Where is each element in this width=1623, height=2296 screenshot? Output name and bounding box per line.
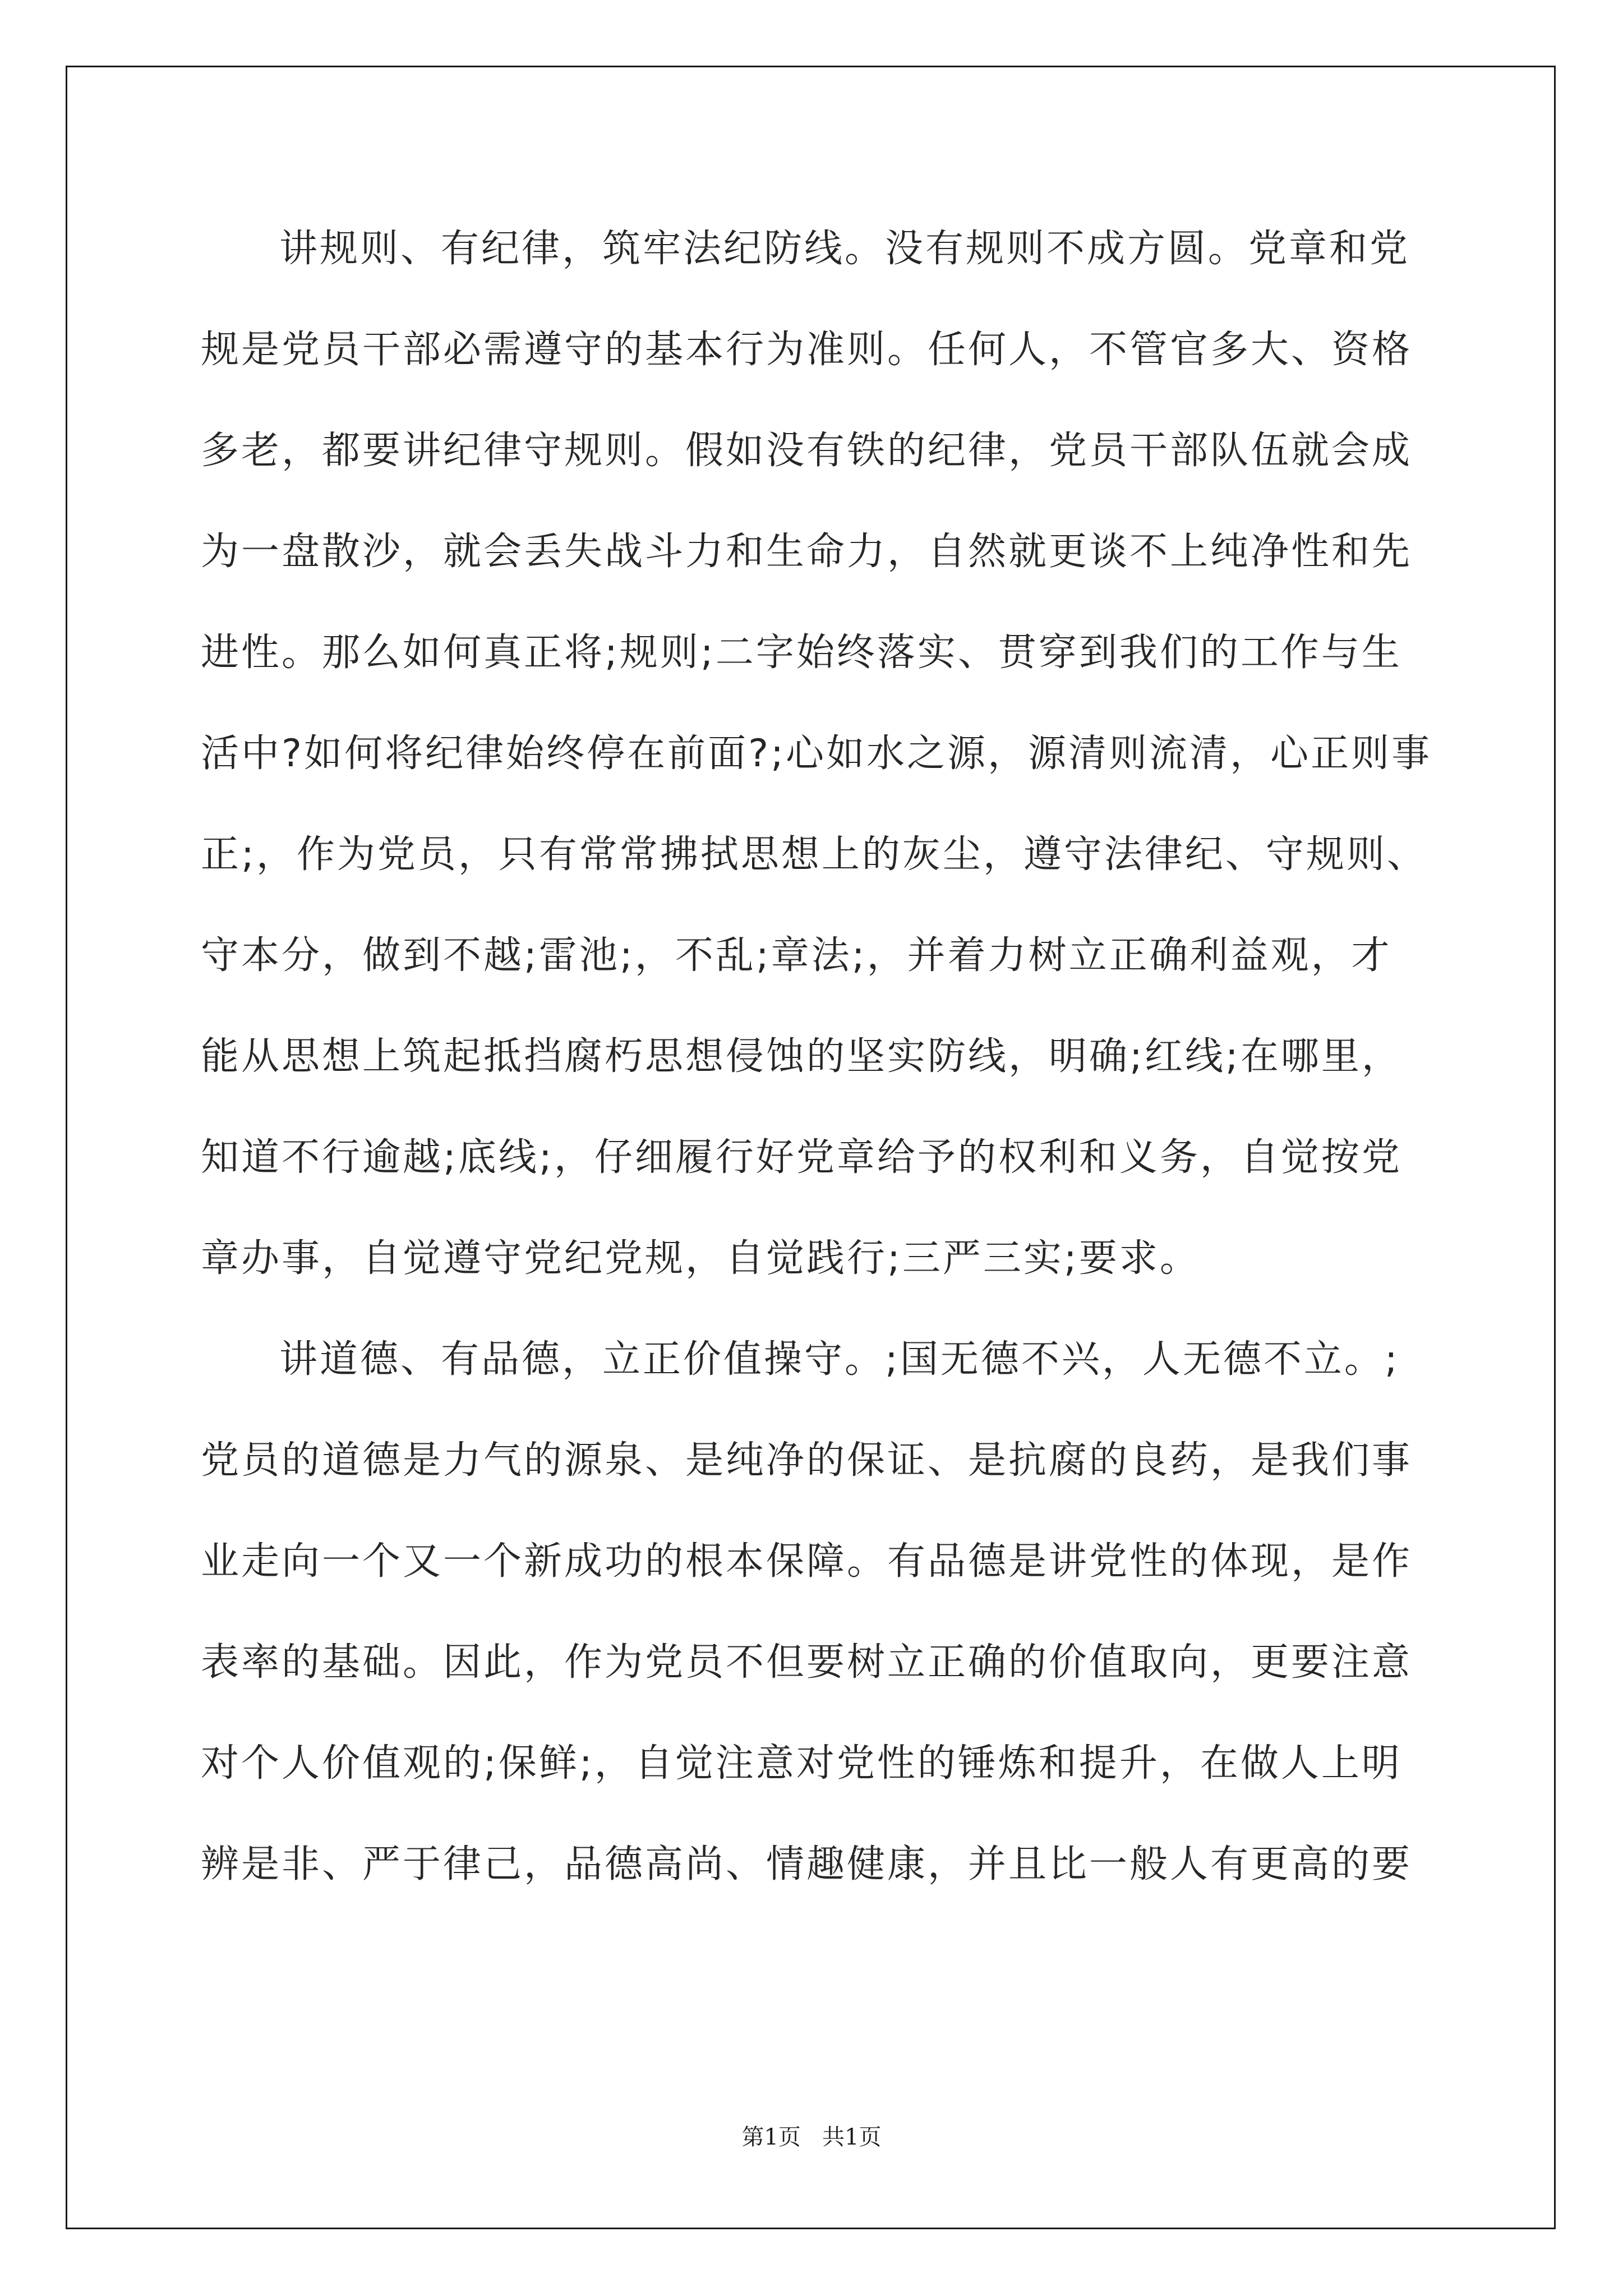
paragraph-1-line-2: 规是党员干部必需遵守的基本行为准则。任何人，不管官多大、资格 xyxy=(201,328,1413,372)
paragraph-2-line-4: 表率的基础。因此，作为党员不但要树立正确的价值取向，更要注意 xyxy=(201,1640,1413,1685)
paragraph-2-line-5: 对个人价值观的;保鲜;，自觉注意对党性的锤炼和提升，在做人上明 xyxy=(201,1741,1402,1786)
paragraph-1-line-3: 多老，都要讲纪律守规则。假如没有铁的纪律，党员干部队伍就会成 xyxy=(201,429,1413,473)
paragraph-1-line-4: 为一盘散沙，就会丢失战斗力和生命力，自然就更谈不上纯净性和先 xyxy=(201,530,1413,574)
paragraph-2-line-6: 辨是非、严于律己，品德高尚、情趣健康，并且比一般人有更高的要 xyxy=(201,1842,1413,1887)
paragraph-1-line-8: 守本分，做到不越;雷池;，不乱;章法;，并着力树立正确利益观，才 xyxy=(201,933,1392,978)
paragraph-1-line-9: 能从思想上筑起抵挡腐朽思想侵蚀的坚实防线，明确;红线;在哪里， xyxy=(201,1034,1402,1079)
paragraph-1-line-7: 正;，作为党员，只有常常拂拭思想上的灰尘，遵守法律纪、守规则、 xyxy=(201,832,1427,877)
paragraph-1-line-1: 讲规则、有纪律，筑牢法纪防线。没有规则不成方圆。党章和党 xyxy=(279,227,1410,271)
page-number-footer: 第1页 共1页 xyxy=(741,2124,882,2150)
paragraph-1-line-5: 进性。那么如何真正将;规则;二字始终落实、贯穿到我们的工作与生 xyxy=(201,631,1402,675)
paragraph-1-line-6: 活中?如何将纪律始终停在前面?;心如水之源，源清则流清，心正则事 xyxy=(201,731,1432,776)
paragraph-1-line-11: 章办事，自觉遵守党纪党规，自觉践行;三严三实;要求。 xyxy=(201,1236,1200,1281)
paragraph-1-line-10: 知道不行逾越;底线;，仔细履行好党章给予的权利和义务，自觉按党 xyxy=(201,1135,1402,1180)
paragraph-2-line-3: 业走向一个又一个新成功的根本保障。有品德是讲党性的体现，是作 xyxy=(201,1539,1413,1584)
paragraph-2-line-2: 党员的道德是力气的源泉、是纯净的保证、是抗腐的良药，是我们事 xyxy=(201,1438,1413,1483)
paragraph-2-line-1: 讲道德、有品德，立正价值操守。;国无德不兴，人无德不立。; xyxy=(279,1337,1400,1382)
